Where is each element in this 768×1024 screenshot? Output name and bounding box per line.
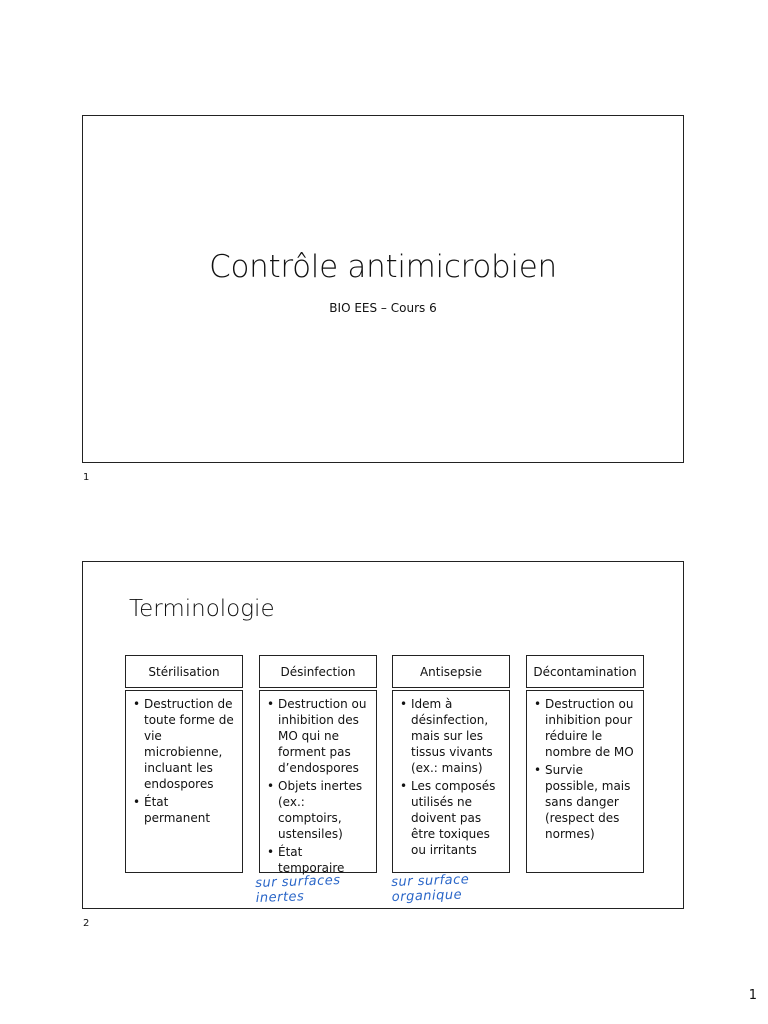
- note-line: organique: [391, 887, 463, 905]
- column-body: [259, 690, 377, 873]
- handwritten-note-desinfection: [255, 873, 341, 906]
- bullet-item: • Destruction de toute forme de vie microbienne, incluant les endospores: [130, 696, 238, 792]
- column-header: Désinfection: [259, 655, 377, 688]
- bullet-item: • Destruction ou inhibition des MO qui ne forment pas d’endospores: [264, 696, 372, 776]
- slide-2-title: Terminologie: [129, 596, 275, 622]
- slide-1-title: Contrôle antimicrobien: [209, 249, 557, 285]
- bullet-item: • Idem à désinfection, mais sur les tissus vivants (ex.: mains): [397, 696, 505, 776]
- column-body: [125, 690, 243, 873]
- slide-2: [82, 561, 684, 909]
- column-header: Décontamination: [526, 655, 644, 688]
- handwritten-note-antisepsie: [391, 872, 470, 905]
- column-antisepsie: [392, 655, 510, 873]
- bullet-item: • Les composés utilisés ne doivent pas être toxiques ou irritants: [397, 778, 505, 858]
- note-line: sur surfaces: [255, 873, 341, 891]
- note-line: inertes: [255, 889, 305, 906]
- column-body: [392, 690, 510, 873]
- column-sterilisation: [125, 655, 243, 873]
- column-header: Antisepsie: [392, 655, 510, 688]
- slide-1-subtitle: BIO EES – Cours 6: [329, 301, 437, 315]
- note-line: sur surface: [391, 872, 470, 890]
- bullet-item: • Destruction ou inhibition pour réduire le nombre de MO: [531, 696, 639, 760]
- column-header: Stérilisation: [125, 655, 243, 688]
- column-decontamination: [526, 655, 644, 873]
- bullet-item: • État permanent: [130, 794, 238, 826]
- bullet-item: • Objets inertes (ex.: comptoirs, ustensiles): [264, 778, 372, 842]
- slide-2-number: 2: [83, 918, 90, 929]
- column-body: [526, 690, 644, 873]
- bullet-item: • État temporaire: [264, 844, 372, 876]
- slide-1: [82, 115, 684, 463]
- slide-1-number: 1: [83, 472, 90, 483]
- column-desinfection: [259, 655, 377, 873]
- page-number: 1: [748, 988, 757, 1003]
- bullet-item: • Survie possible, mais sans danger (respect des normes): [531, 762, 639, 842]
